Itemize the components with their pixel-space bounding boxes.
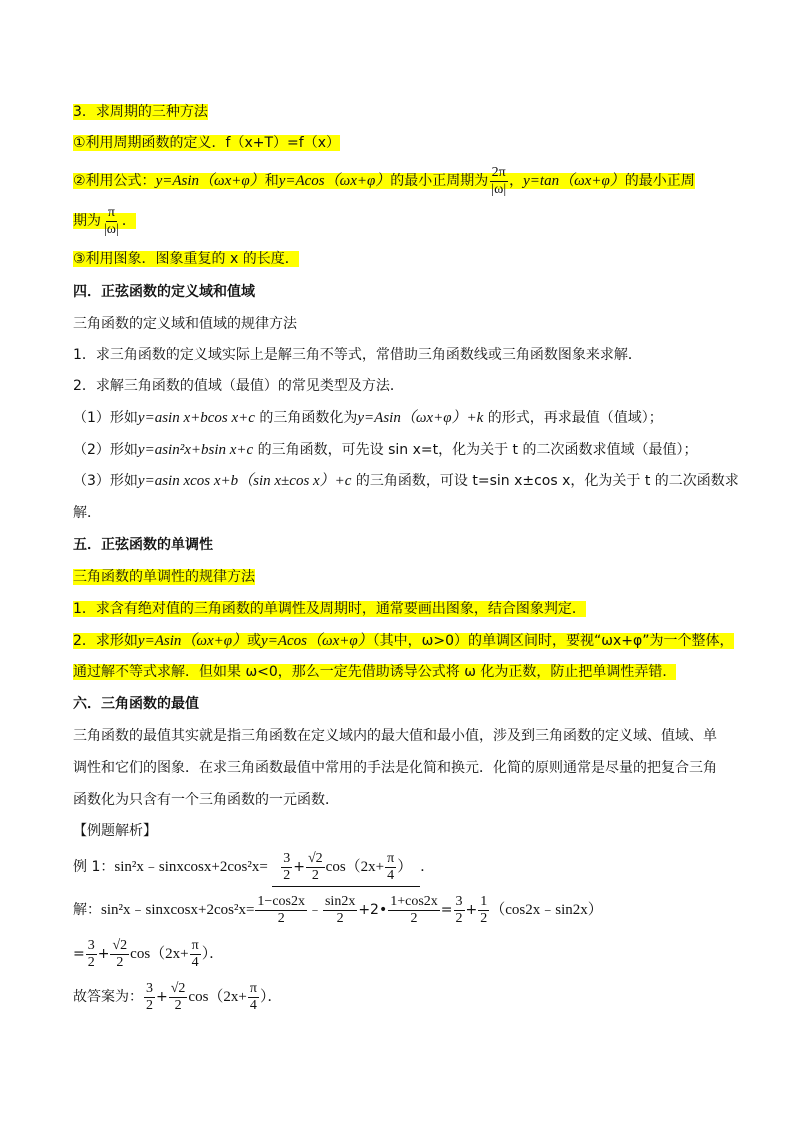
example-answer: 故答案为： $\frac{3}{2}$ + $\frac{√2}{2}$ cos（2x+ $\frac{\pi}{4}$ ）． [73,980,282,1013]
type-2: （2）形如y=asin²x+bsin x+c 的三角函数，可先设 sin x=t，化为关于 t 的二次函数求值域（最值）； [73,442,698,458]
answer-blank: $\frac{3}{2}$ + $\frac{√2}{2}$ cos（2x+ $\frac{\pi}{4}$ ） [272,848,420,887]
period-fraction-pi: $\frac{\pi}{|\omega|}$ [104,204,119,237]
method-3: ③利用图象．图象重复的 x 的长度． [73,251,299,267]
section-6-para-line2: 调性和它们的图象．在求三角函数最值中常用的手法是化简和换元．化简的原则通常是尽量的把复合三角 [73,760,717,776]
example-solution-line1: 解：sin²x﹣sinxcosx+2cos²x= $\frac{1-\cos 2x}{2}$ ﹣ $\frac{\sin 2x}{2}$ +2• $\frac{1+\cos 2x}{2}$ = $\frac{3}{2}$ + $\frac{1}{2}$ （cos2x﹣sin2x） [73,893,603,926]
section-5-point-2: 2．求形如y=Asin（ωx+φ）或y=Acos（ωx+φ）（其中，ω>0）的单调区间时，要视“ωx+φ”为一个整体， [73,633,734,649]
section-5-point-2-cont: 通过解不等式求解．但如果 ω<0，那么一定先借助诱导公式将 ω 化为正数，防止把单调性弄错． [73,664,677,680]
section-3-title: 3．求周期的三种方法 [73,104,208,120]
section-4-title: 四．正弦函数的定义域和值域 [73,284,255,300]
section-6-para-line1: 三角函数的最值其实就是指三角函数在定义域内的最大值和最小值，涉及到三角函数的定义域、值域、单 [73,728,717,744]
section-6-title: 六．三角函数的最值 [73,696,199,712]
section-5-intro: 三角函数的单调性的规律方法 [73,569,255,585]
type-3-cont: 解． [73,505,101,521]
section-4-point-1: 1．求三角函数的定义域实际上是解三角不等式，常借助三角函数线或三角函数图象来求解． [73,347,642,363]
type-1: （1）形如y=asin x+bcos x+c 的三角函数化为y=Asin（ωx+φ）+k 的形式，再求最值（值域）； [73,410,663,426]
section-6-para-line3: 函数化为只含有一个三角函数的一元函数． [73,792,339,808]
example-heading: 【例题解析】 [73,823,157,839]
section-5-point-1: 1．求含有绝对值的三角函数的单调性及周期时，通常要画出图象，结合图象判定． [73,601,586,617]
example-question: 例 1：sin²x﹣sinxcosx+2cos²x= $\frac{3}{2}$ + $\frac{√2}{2}$ cos（2x+ $\frac{\pi}{4}$ ） ． [73,848,434,887]
period-fraction-2pi: $\frac{2\pi}{|\omega|}$ [491,164,507,197]
section-5-title: 五．正弦函数的单调性 [73,537,213,553]
method-1: ①利用周期函数的定义．f（x+T）=f（x） [73,135,340,151]
section-4-point-2: 2．求解三角函数的值域（最值）的常见类型及方法． [73,378,404,394]
method-2-line1: ②利用公式：y=Asin（ωx+φ）和y=Acos（ωx+φ）的最小正周期为 $\frac{2\pi}{|\omega|}$ ，y=tan（ωx+φ）的最小正周 [73,164,695,197]
method-2-line2: 期为 $\frac{\pi}{|\omega|}$ ． [73,204,136,237]
example-solution-line2: = $\frac{3}{2}$ + $\frac{√2}{2}$ cos（2x+ $\frac{\pi}{4}$ ）． [73,937,224,970]
section-4-intro: 三角函数的定义域和值域的规律方法 [73,316,297,332]
type-3: （3）形如y=asin xcos x+b（sin x±cos x）+c 的三角函数，可设 t=sin x±cos x，化为关于 t 的二次函数求 [73,473,739,489]
